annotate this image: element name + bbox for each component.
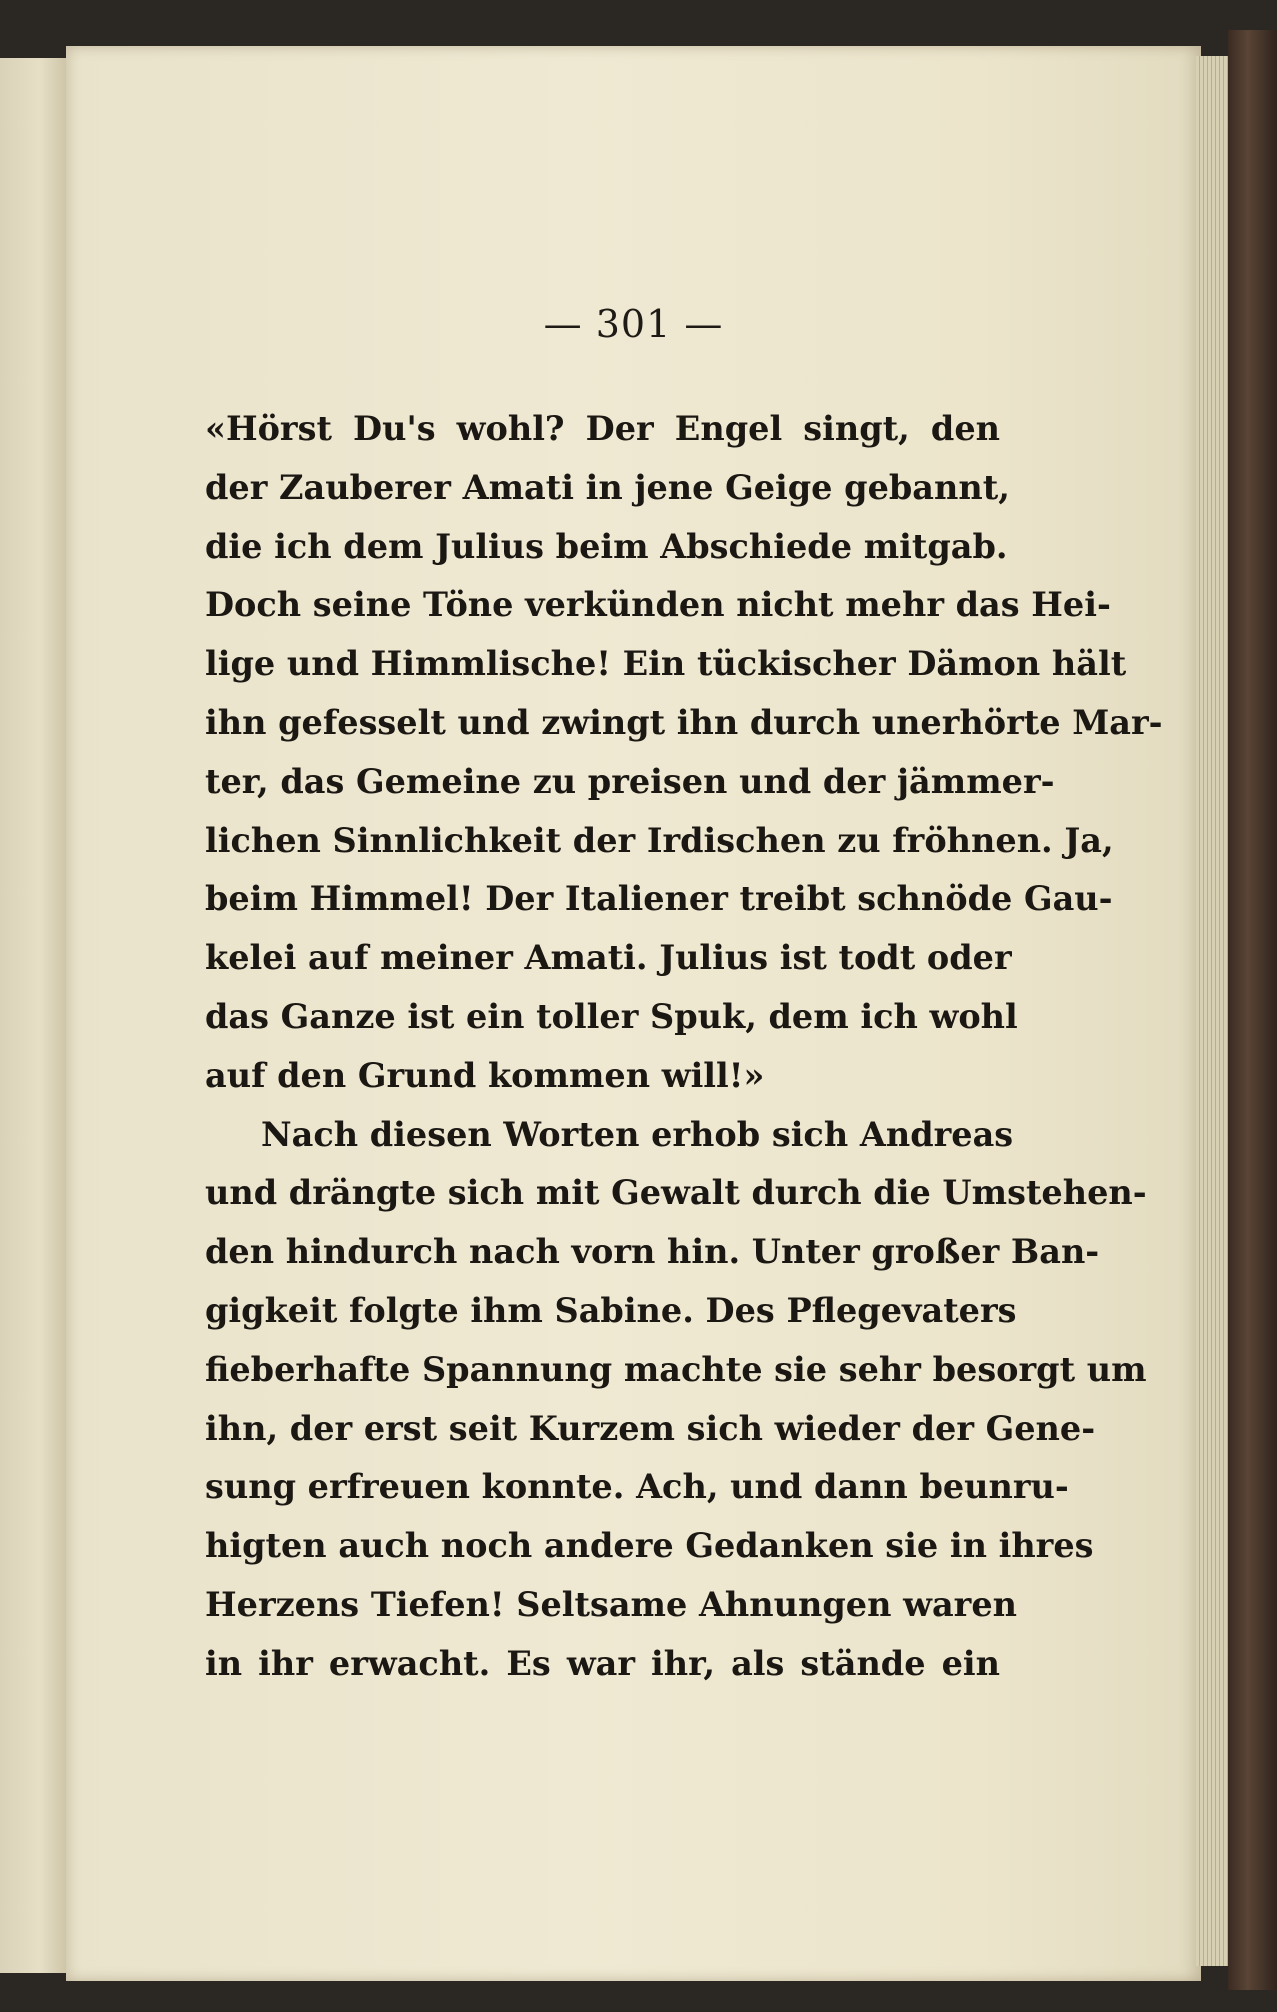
text-line: das Ganze ist ein toller Spuk, dem ich wohl bbox=[205, 996, 1018, 1036]
page-number-header: — 301 — bbox=[543, 302, 724, 346]
text-line: und drängte sich mit Gewalt durch die Umstehen- bbox=[205, 1173, 1147, 1213]
text-line: Doch seine Töne verkünden nicht mehr das Hei- bbox=[205, 585, 1111, 625]
text-line: ihn, der erst seit Kurzem sich wieder der Gene- bbox=[205, 1408, 1096, 1448]
text-line: fieberhafte Spannung machte sie sehr besorgt um bbox=[205, 1349, 1147, 1389]
text-line: lichen Sinnlichkeit der Irdischen zu fröhnen. Ja, bbox=[205, 820, 1114, 860]
text-line: ihn gefesselt und zwingt ihn durch unerhörte Mar- bbox=[205, 702, 1163, 742]
text-line: in ihr erwacht. Es war ihr, als stände ein bbox=[205, 1643, 1000, 1683]
text-line: gigkeit folgte ihm Sabine. Des Pflegevaters bbox=[205, 1290, 1017, 1330]
text-line: Nach diesen Worten erhob sich Andreas bbox=[261, 1114, 1014, 1154]
text-line: sung erfreuen konnte. Ach, und dann beunru- bbox=[205, 1467, 1069, 1507]
text-line: Herzens Tiefen! Seltsame Ahnungen waren bbox=[205, 1584, 1017, 1624]
text-line: lige und Himmlische! Ein tückischer Dämon hält bbox=[205, 644, 1127, 684]
text-line: der Zauberer Amati in jene Geige gebannt, bbox=[205, 467, 1010, 507]
page-stack-edges bbox=[1196, 56, 1230, 1966]
text-line: auf den Grund kommen will!» bbox=[205, 1055, 765, 1095]
text-line: «Hörst Du's wohl? Der Engel singt, den bbox=[205, 409, 1000, 448]
text-line: die ich dem Julius beim Abschiede mitgab. bbox=[205, 526, 1008, 566]
body-text bbox=[205, 400, 1163, 1694]
text-line: den hindurch nach vorn hin. Unter großer Ban- bbox=[205, 1232, 1100, 1272]
previous-page-edge bbox=[0, 58, 68, 1973]
text-line: beim Himmel! Der Italiener treibt schnöde Gau- bbox=[205, 879, 1113, 919]
book-cover bbox=[1228, 30, 1277, 1990]
text-line: higten auch noch andere Gedanken sie in ihres bbox=[205, 1526, 1094, 1566]
text-line: ter, das Gemeine zu preisen und der jämmer- bbox=[205, 761, 1055, 801]
text-line: kelei auf meiner Amati. Julius ist todt oder bbox=[205, 938, 1012, 978]
